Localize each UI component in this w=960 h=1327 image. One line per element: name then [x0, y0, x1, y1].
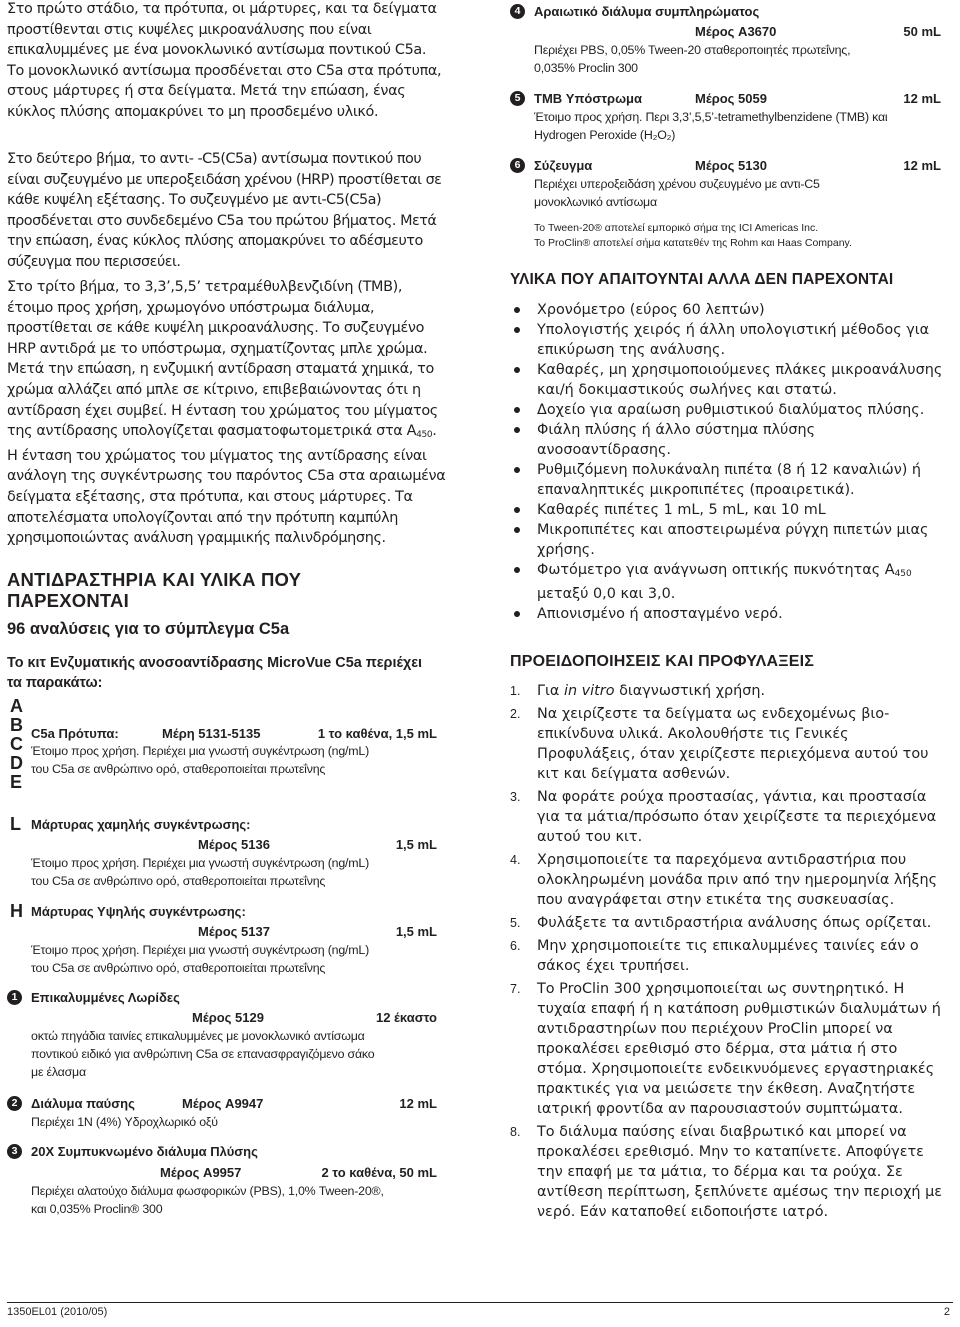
warnings-list: [510, 681, 950, 1225]
wash-buffer-desc-line2: και 0,035% Proclin® 300: [31, 1202, 163, 1216]
coated-strips-item: [7, 988, 437, 1080]
wash-buffer-part: Μέρος A9957: [160, 1165, 242, 1180]
low-control-desc-line2: του C5a σε ανθρώπινο ορό, σταθεροποιείται πρωτεΐνης: [31, 874, 326, 888]
warning-number: 1.: [510, 684, 521, 698]
standards-title: C5a Πρότυπα:: [31, 726, 119, 741]
tmb-part: Μέρος 5059: [695, 91, 767, 106]
materials-item-text: Ρυθμιζόμενη πολυκάναλη πιπέτα (8 ή 12 καναλιών) ή επαναληπτικές μικροπιπέτες (προαιρετικά).: [537, 462, 922, 498]
coated-strips-part: Μέρος 5129: [192, 1010, 264, 1025]
low-control-title: Μάρτυρας χαμηλής συγκέντρωσης:: [31, 817, 251, 832]
conjugate-item: [510, 156, 940, 216]
materials-item-text: Καθαρές, μη χρησιμοποιούμενες πλάκες μικροανάλυσης και/ή δοκιμαστικούς σωλήνες και στατώ.: [537, 362, 943, 398]
warnings-list-item: [510, 1122, 950, 1222]
low-control-letter: L: [10, 814, 21, 834]
trademark-notes: [534, 221, 852, 251]
warnings-list-item: [510, 850, 950, 910]
coated-strips-header: [7, 988, 437, 1007]
coated-strips-desc-line1: οκτώ πηγάδια ταινίες επικαλυμμένες με μονοκλωνικό αντίσωμα: [31, 1029, 365, 1043]
conjugate-header: [510, 156, 940, 175]
tmb-desc: [534, 108, 940, 144]
item-number-badge: 5: [510, 91, 525, 106]
coated-strips-header-row2: [7, 1008, 437, 1027]
wash-buffer-desc-line1: Περιέχει αλατούχο διάλυμα φωσφορικών (PBS), 1,0% Tween-20®,: [31, 1184, 384, 1198]
high-control-desc-line2: του C5a σε ανθρώπινο ορό, σταθεροποιείται πρωτεΐνης: [31, 961, 326, 975]
low-control-header-row2: [7, 835, 437, 854]
warning-number: 5.: [510, 916, 521, 930]
high-control-item: [7, 902, 437, 977]
conjugate-desc: [534, 175, 940, 211]
warnings-list-item: [510, 681, 950, 701]
warning-text: Το ProClin 300 χρησιμοποιείται ως συντηρητικό. Η τυχαία επαφή ή η κατάποση ρυθμιστικών διαλυμάτων ή αντιδραστηρίων που περιέχουν ProClin μπορεί να προκαλέσει ερεθισμό στο δέρμα, στα μάτια ή στο στόμα. Χρησιμοποιείτε ενδεικνυόμενες εργαστηριακές πρακτικές για να μειώσετε την έκθεση. Αναζητήστε ιατρική φροντίδα αν παρουσιαστούν συμπτώματα.: [537, 981, 941, 1117]
coated-strips-desc-line2: ποντικού ειδικό για ανθρώπινη C5a σε επανασφραγιζόμενο σάκο: [31, 1047, 375, 1061]
materials-list-item: [510, 520, 950, 560]
conjugate-desc-line1: Περιέχει υπεροξειδάση χρένου συζευγμένο με αντι-C5: [534, 177, 820, 191]
standard-letter-c: C: [10, 734, 23, 754]
tmb-desc-line1: Έτοιμο προς χρήση. Περι 3,3’,5,5’-tetramethylbenzidene (TMB) και: [534, 110, 888, 124]
section-title-line2: ΠΑΡΕΧΟΝΤΑΙ: [7, 590, 129, 611]
bullet-dot: [514, 527, 520, 533]
warning-text: Μην χρησιμοποιείτε τις επικαλυμμένες ταινίες εάν ο σάκος έχει τρυπήσει.: [537, 938, 919, 974]
materials-list-item: [510, 420, 950, 460]
standards-desc-line2: του C5a σε ανθρώπινο ορό, σταθεροποιείται πρωτεΐνης: [31, 762, 326, 776]
low-control-desc: [31, 854, 437, 890]
high-control-desc: [31, 941, 437, 977]
low-control-item: [7, 815, 437, 890]
stop-solution-title: Διάλυμα παύσης: [31, 1096, 135, 1111]
materials-item-text: Φωτόμετρο για ανάγνωση οπτικής πυκνότητας $A_{450}$ μεταξύ 0,0 και 3,0.: [537, 562, 912, 602]
wash-buffer-header: [7, 1142, 437, 1161]
low-control-header: [7, 815, 437, 834]
warning-number: 8.: [510, 1125, 521, 1139]
coated-strips-desc: [31, 1027, 437, 1081]
bullet-dot: [514, 407, 520, 413]
high-control-header-row2: [7, 922, 437, 941]
standards-header: [7, 724, 437, 743]
high-control-qty: 1,5 mL: [395, 924, 437, 939]
item-number-badge: 3: [7, 1144, 22, 1159]
tmb-title: TMB Υπόστρωμα: [534, 91, 642, 106]
stop-solution-qty: 12 mL: [399, 1096, 437, 1111]
intro-paragraph-step3: Στο τρίτο βήμα, το 3,3’,5,5’ τετραμέθυλβενζιδίνη (TMB), έτοιμο προς χρήση, χρωμογόνο υπόστρωμα διάλυμα, προστίθεται σε κάθε κυψέλη μικροανάλυσης. Το συζευγμένο HRP αντιδρά με το υπόστρωμα, σχηματίζοντας μπλε χρώμα. Μετά την επώαση, η ενζυμική αντίδραση σταματά χημικά, το χρώμα αλλάζει από μπλε σε κίτρινο, επιβεβαιώνοντας ότι η αντίδραση έχει συμβεί. Η ένταση του χρώματος του μίγματος της αντίδρασης υπολογίζεται φασματοφωτομετρικά στα $A_{450}$. Η ένταση του χρώματος του μίγματος της αντίδρασης είναι ανάλογη της συγκέντρωσης του παρόντος C5a στα αραιωμένα δείγματα εξέτασης, στα πρότυπα, και στους μάρτυρες. Τα αποτελέσματα υπολογίζονται από την πρότυπη καμπύλη χρησιμοποιώντας ανάλυση γραμμικής παλινδρόμησης.: [7, 279, 446, 547]
bullet-dot: [514, 367, 520, 373]
intro-paragraph-step1: Στο πρώτο στάδιο, τα πρότυπα, οι μάρτυρες, και τα δείγματα προστίθενται στις κυψέλες μικροανάλυσης που είναι επικαλυμμένες με ένα μονοκλωνικό αντίσωμα ποντικού C5a. Το μονοκλωνικό αντίσωμα προσδένεται στο C5a στα πρότυπα, στους μάρτυρες ή στα δείγματα. Μετά την επώαση, ένας κύκλος πλύσης απομακρύνει το μη προσδεμένο υλικό.: [7, 1, 442, 120]
bullet-dot: [514, 507, 520, 513]
standards-item: [7, 697, 437, 807]
high-control-letter: H: [10, 901, 23, 921]
assays-subtitle: 96 αναλύσεις για το σύμπλεγμα C5a: [7, 620, 290, 638]
warning-text: Να χειρίζεστε τα δείγματα ως ενδεχομένως βιο-επικίνδυνα υλικά. Ακολουθήστε τις Γενικές Προφυλάξεις, όταν χειρίζεστε περιεχόμενα αυτού του κιτ και δείγματα ασθενών.: [537, 706, 929, 782]
bullet-dot: [514, 427, 520, 433]
wash-buffer-header-row2: [7, 1163, 437, 1182]
materials-list-item: [510, 500, 950, 520]
warnings-list-item: [510, 936, 950, 976]
standard-letter-b: B: [10, 715, 23, 735]
high-control-title: Μάρτυρας Υψηλής συγκέντρωσης:: [31, 904, 246, 919]
warning-text: Το διάλυμα παύσης είναι διαβρωτικό και μπορεί να προκαλέσει ερεθισμό. Μην το καταπίνετε. Αποφύγετε την επαφή με τα μάτια, το δέρμα και τα ρούχα. Σε αντίθεση περίπτωση, ξεπλύνετε αμέσως την περιοχή με νερό. Εάν καταποθεί ειδοποιήστε ιατρό.: [537, 1124, 943, 1220]
warning-number: 3.: [510, 790, 521, 804]
materials-list-item: [510, 320, 950, 360]
standards-letters: [10, 697, 23, 792]
footer-divider: [7, 1302, 953, 1303]
kit-intro: Το κιτ Ενζυματικής ανοσοαντίδρασης MicroVue C5a περιέχει τα παρακάτω:: [7, 655, 423, 691]
footer-document-code: 1350EL01 (2010/05): [7, 1306, 108, 1318]
warning-number: 6.: [510, 939, 521, 953]
materials-list-item: [510, 604, 950, 624]
diluent-desc-line1: Περιέχει PBS, 0,05% Tween-20 σταθεροποιητές πρωτεΐνης,: [534, 43, 851, 57]
stop-solution-part: Μέρος A9947: [182, 1096, 264, 1111]
conjugate-title: Σύζευγμα: [534, 158, 593, 173]
warnings-list-item: [510, 913, 950, 933]
tmb-item: [510, 89, 940, 149]
standard-letter-e: E: [10, 772, 23, 792]
warning-text: Φυλάξετε τα αντιδραστήρια ανάλυσης όπως ορίζεται.: [537, 915, 932, 931]
diluent-desc-line2: 0,035% Proclin 300: [534, 61, 638, 75]
warnings-list-item: [510, 787, 950, 847]
materials-item-text: Υπολογιστής χειρός ή άλλη υπολογιστική μέθοδος για επικύρωση της ανάλυσης.: [537, 322, 930, 358]
diluent-desc: [534, 41, 940, 77]
materials-item-text: Μικροπιπέτες και αποστειρωμένα ρύγχη πιπετών μιας χρήσης.: [537, 522, 929, 558]
materials-list-item: [510, 360, 950, 400]
warning-number: 4.: [510, 853, 521, 867]
wash-buffer-qty: 2 το καθένα, 50 mL: [321, 1165, 437, 1180]
bullet-dot: [514, 307, 520, 313]
footer-page-number: 2: [943, 1306, 950, 1318]
coated-strips-title: Επικαλυμμένες Λωρίδες: [31, 990, 180, 1005]
item-number-badge: 4: [510, 4, 525, 19]
diluent-item: [510, 2, 940, 82]
warnings-list-item: [510, 979, 950, 1119]
bullet-dot: [514, 611, 520, 617]
bullet-dot: [514, 567, 520, 573]
warnings-title: ΠΡΟΕΙΔΟΠΟΙΗΣΕΙΣ ΚΑΙ ΠΡΟΦΥΛΑΞΕΙΣ: [510, 653, 815, 670]
warning-number: 2.: [510, 707, 521, 721]
standard-letter-a: A: [10, 696, 23, 716]
low-control-part: Μέρος 5136: [198, 837, 270, 852]
item-number-badge: 6: [510, 158, 525, 173]
standard-letter-d: D: [10, 753, 23, 773]
materials-list-item: [510, 460, 950, 500]
materials-item-text: Καθαρές πιπέτες 1 mL, 5 mL, και 10 mL: [537, 502, 826, 518]
wash-buffer-desc: [31, 1182, 437, 1218]
bullet-dot: [514, 327, 520, 333]
materials-list: [510, 300, 950, 624]
tmb-desc-line2: Hydrogen Peroxide (H₂O₂): [534, 128, 676, 142]
low-control-qty: 1,5 mL: [395, 837, 437, 852]
wash-buffer-title: 20X Συμπυκνωμένο διάλυμα Πλύσης: [31, 1144, 258, 1159]
coated-strips-desc-line3: με έλασμα: [31, 1065, 86, 1079]
conjugate-desc-line2: μονοκλωνικό αντίσωμα: [534, 195, 657, 209]
standards-part: Μέρη 5131-5135: [162, 726, 261, 741]
section-title-reagents: [7, 569, 301, 611]
stop-solution-header: [7, 1094, 437, 1113]
bullet-dot: [514, 467, 520, 473]
stop-solution-item: [7, 1094, 437, 1134]
materials-list-item: [510, 300, 950, 320]
trademark-proclin: Το ProClin® αποτελεί σήμα κατατεθέν της Rohm και Haas Company.: [534, 237, 852, 249]
materials-list-item: [510, 400, 950, 420]
materials-item-text: Χρονόμετρο (εύρος 60 λεπτών): [537, 302, 765, 318]
coated-strips-qty: 12 έκαστο: [375, 1010, 437, 1025]
materials-item-text: Απιονισμένο ή αποσταγμένο νερό.: [537, 606, 783, 622]
warning-text: Να φοράτε ρούχα προστασίας, γάντια, και προστασία για τα μάτια/πρόσωπο όταν χειρίζεστε τα περιεχόμενα αυτού του κιτ.: [537, 789, 937, 845]
diluent-header: [510, 2, 940, 21]
standards-desc: [31, 742, 369, 778]
item-number-badge: 1: [7, 990, 22, 1005]
materials-item-text: Φιάλη πλύσης ή άλλο σύστημα πλύσης ανοσοαντίδρασης.: [537, 422, 816, 458]
conjugate-qty: 12 mL: [903, 158, 941, 173]
standards-desc-line1: Έτοιμο προς χρήση. Περιέχει μια γνωστή συγκέντρωση (ng/mL): [31, 744, 369, 758]
standards-qty: 1 το καθένα, 1,5 mL: [317, 726, 437, 741]
materials-title: ΥΛΙΚΑ ΠΟΥ ΑΠΑΙΤΟΥΝΤΑΙ ΑΛΛΑ ΔΕΝ ΠΑΡΕΧΟΝΤΑΙ: [510, 271, 894, 288]
materials-item-text: Δοχείο για αραίωση ρυθμιστικού διαλύματος πλύσης.: [537, 402, 925, 418]
high-control-header: [7, 902, 437, 921]
tmb-qty: 12 mL: [903, 91, 941, 106]
section-title-line1: ΑΝΤΙΔΡΑΣΤΗΡΙΑ ΚΑΙ ΥΛΙΚΑ ΠΟΥ: [7, 569, 302, 590]
high-control-desc-line1: Έτοιμο προς χρήση. Περιέχει μια γνωστή συγκέντρωση (ng/mL): [31, 943, 369, 957]
conjugate-part: Μέρος 5130: [695, 158, 767, 173]
warning-text: Χρησιμοποιείτε τα παρεχόμενα αντιδραστήρια που ολοκληρωμένη μονάδα πριν από την ημερομηνία λήξης που αναγράφεται στην ετικέτα της συσκευασίας.: [537, 852, 938, 908]
warnings-list-item: [510, 704, 950, 784]
high-control-part: Μέρος 5137: [198, 924, 270, 939]
wash-buffer-item: [7, 1142, 437, 1222]
diluent-qty: 50 mL: [903, 24, 941, 39]
item-number-badge: 2: [7, 1096, 22, 1111]
stop-solution-desc: Περιέχει 1N (4%) Υδροχλωρικό οξύ: [31, 1115, 218, 1129]
warning-text: Για in vitro διαγνωστική χρήση.: [537, 683, 766, 699]
warning-number: 7.: [510, 982, 521, 996]
intro-paragraph-step2: Στο δεύτερο βήμα, το αντι- -C5(C5a) αντίσωμα ποντικού που είναι συζευγμένο με υπεροξειδάση χρένου (HRP) προστίθεται σε κάθε κυψέλη εξέτασης. Το συζευγμένο με αντι-C5(C5a) προσδένεται στο συνδεδεμένο C5a του πρώτου βήματος. Μετά την επώαση, ένας κύκλος πλύσης απομακρύνει το αδέσμευτο σύζευγμα που περισσεύει.: [7, 151, 442, 270]
diluent-header-row2: [510, 22, 940, 41]
diluent-title: Αραιωτικό διάλυμα συμπληρώματος: [534, 4, 760, 19]
diluent-part: Μέρος A3670: [695, 24, 777, 39]
tmb-header: [510, 89, 940, 108]
materials-list-item: [510, 560, 950, 604]
trademark-tween: Το Tween-20® αποτελεί εμπορικό σήμα της ICI Americas Inc.: [534, 222, 819, 234]
low-control-desc-line1: Έτοιμο προς χρήση. Περιέχει μια γνωστή συγκέντρωση (ng/mL): [31, 856, 369, 870]
